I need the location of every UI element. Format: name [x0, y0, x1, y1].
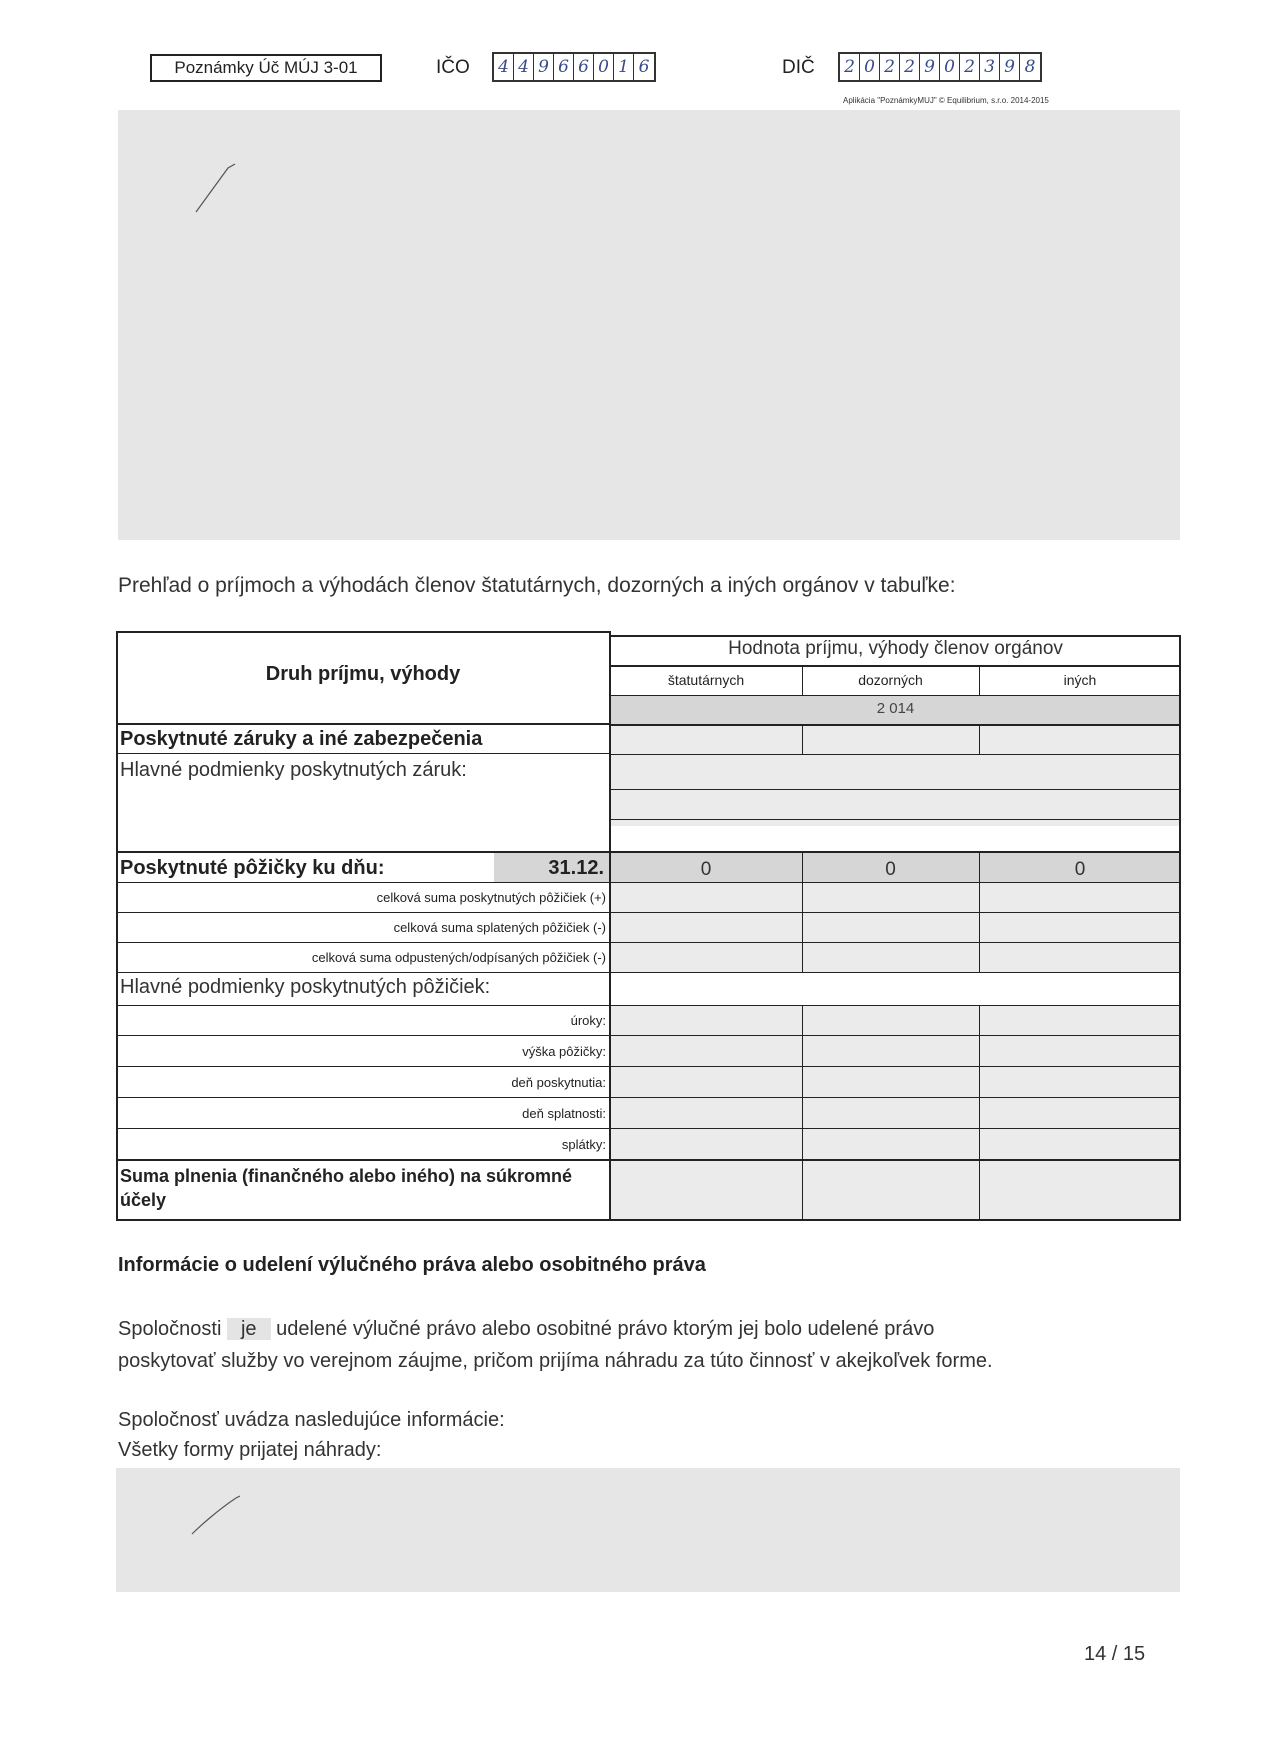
ico-digit-boxes [492, 52, 656, 82]
ico-digit-box: 0 [594, 54, 614, 80]
condition-due-date: deň splatnosti: [522, 1106, 606, 1121]
private-use-label-line2: účely [120, 1190, 167, 1210]
dic-digit-box: 0 [860, 54, 880, 80]
column-header-income-type: Druh príjmu, výhody [265, 663, 461, 685]
loan-row-provided: celková suma poskytnutých pôžičiek (+) [376, 890, 606, 905]
loans-title: Poskytnuté pôžičky ku dňu: [120, 857, 385, 879]
conditions-rows-shade [610, 1006, 1181, 1161]
dic-digit-box: 2 [960, 54, 980, 80]
empty-shaded-area-bottom [116, 1468, 1180, 1592]
copyright-text: Aplikácia "PoznámkyMUJ" © Equilibrium, s.r.o. 2014-2015 [843, 96, 1049, 105]
dic-label: DIČ [782, 57, 815, 78]
private-use-label-line1: Suma plnenia (finančného alebo iného) na súkromné [120, 1166, 573, 1186]
col-header-statutory: štatutárnych [667, 672, 745, 688]
page-number: 14 / 15 [1084, 1643, 1146, 1665]
dic-digit-box: 2 [880, 54, 900, 80]
loans-value-supervisory: 0 [885, 859, 896, 880]
ico-digit-box: 6 [638, 57, 650, 77]
col-header-other: iných [1063, 672, 1097, 688]
ico-digit-box: 4 [494, 54, 514, 80]
group-header-member-value: Hodnota príjmu, výhody členov orgánov [728, 638, 1063, 659]
rights-paragraph-line2: poskytovať služby vo verejnom záujme, pričom prijíma náhradu za túto činnosť v akejkoľvek forme. [118, 1350, 993, 1372]
ico-digit-box: 6 [554, 54, 574, 80]
compensation-forms-label: Všetky formy prijatej náhrady: [118, 1439, 382, 1461]
col-header-supervisory: dozorných [858, 672, 923, 688]
ico-digit-box: 1 [614, 54, 634, 80]
loans-date: 31.12. [548, 857, 604, 879]
condition-interest: úroky: [570, 1013, 606, 1028]
condition-date-provided: deň poskytnutia: [511, 1075, 606, 1090]
loan-row-repaid: celková suma splatených pôžičiek (-) [393, 920, 606, 935]
private-use-shade [610, 1161, 1181, 1219]
rights-section-title: Informácie o udelení výlučného práva alebo osobitného práva [118, 1254, 706, 1276]
dic-digit-box: 9 [920, 54, 940, 80]
hand-drawn-slash-mark [190, 160, 250, 220]
loans-value-other: 0 [1074, 859, 1086, 880]
intro-text: Prehľad o príjmoch a výhodách členov štatutárnych, dozorných a iných orgánov v tabuľke: [118, 574, 956, 597]
rights-status-highlight: je [227, 1318, 271, 1340]
hand-drawn-slash-mark [188, 1486, 268, 1546]
empty-shaded-area-top [118, 110, 1180, 540]
guarantees-values-shade [610, 726, 1181, 826]
dic-digit-box: 2 [900, 54, 920, 80]
members-income-table [116, 631, 1181, 1221]
loan-conditions-title: Hlavné podmienky poskytnutých pôžičiek: [120, 976, 491, 998]
ico-digit-box: 4 [514, 54, 534, 80]
guarantees-title: Poskytnuté záruky a iné zabezpečenia [120, 728, 483, 750]
guarantees-conditions-label: Hlavné podmienky poskytnutých záruk: [120, 759, 467, 781]
info-intro-line: Spoločnosť uvádza nasledujúce informácie: [118, 1409, 505, 1431]
condition-installments: splátky: [561, 1137, 606, 1152]
dic-digit-box: 0 [940, 54, 960, 80]
dic-digit-boxes [838, 52, 1042, 82]
ico-digit-box: 9 [534, 54, 554, 80]
year-label: 2 014 [876, 700, 915, 717]
form-code-label: Poznámky Úč MÚJ 3-01 [150, 54, 382, 82]
ico-label: IČO [436, 57, 470, 78]
loans-value-statutory: 0 [700, 859, 712, 880]
rights-paragraph-line1 [118, 1314, 934, 1344]
ico-digit-box: 6 [574, 54, 594, 80]
condition-amount: výška pôžičky: [522, 1044, 606, 1059]
dic-digit-box: 9 [1000, 54, 1020, 80]
dic-digit-box: 2 [840, 54, 860, 80]
rights-text-end: udelené výlučné právo alebo osobitné právo ktorým jej bolo udelené právo [276, 1318, 935, 1340]
rights-text-start: Spoločnosti [118, 1318, 222, 1340]
dic-digit-box: 8 [1024, 57, 1036, 77]
loan-rows-shade [610, 883, 1181, 973]
dic-digit-box: 3 [980, 54, 1000, 80]
loan-row-forgiven: celková suma odpustených/odpísaných pôžičiek (-) [311, 950, 606, 965]
